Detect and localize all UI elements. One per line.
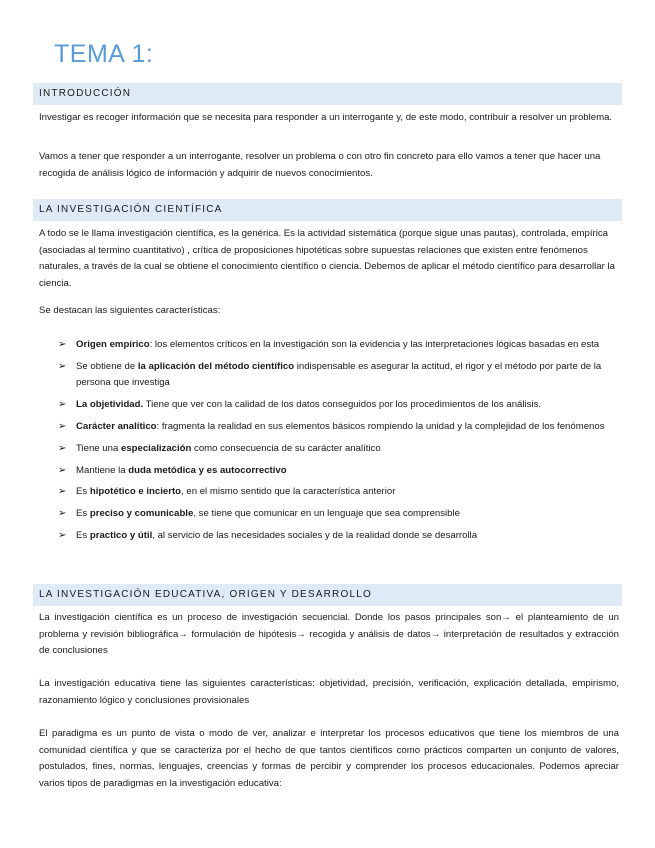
- characteristic-text-pre: Mantiene la: [76, 464, 129, 476]
- characteristic-item: [58, 359, 622, 392]
- educativa-paragraph-2: La investigación educativa tiene las siguientes características: objetividad, precisión, verificación, explicación detallada, empirismo, razonamiento lógico y conclusiones provisionales: [39, 678, 619, 706]
- arrow-bullet-icon: ➢: [58, 399, 67, 411]
- characteristic-item: [58, 506, 622, 523]
- arrow-bullet-icon: ➢: [58, 464, 67, 476]
- section-heading-investigacion-cientifica: LA INVESTIGACIÓN CIENTÍFICA: [33, 199, 622, 221]
- arrow-bullet-icon: ➢: [58, 420, 67, 432]
- characteristic-text-post: : los elementos críticos en la investigación son la evidencia y las interpretaciones lógicas basadas en esta: [149, 339, 600, 350]
- page-title: TEMA 1:: [54, 40, 154, 68]
- section-heading-investigacion-educativa: LA INVESTIGACIÓN EDUCATIVA, ORIGEN Y DESARROLLO: [33, 584, 622, 606]
- arrow-bullet-icon: ➢: [58, 442, 67, 454]
- characteristic-text-post: , se tiene que comunicar en un lenguaje que sea comprensible: [193, 508, 460, 520]
- characteristic-text-post: : fragmenta la realidad en sus elementos básicos rompiendo la unidad y la complejidad de los fenómenos: [156, 420, 605, 432]
- section-heading-introduccion: INTRODUCCIÓN: [33, 83, 622, 105]
- characteristic-item: [58, 397, 622, 414]
- cientifica-paragraph-1: A todo se le llama investigación científica, es la genérica. Es la actividad sistemática (porque sigue unas pautas), controlada, empírica (asociadas al termino cuantitativo) , crítica de proposiciones hipotéticas sobre supuestas relaciones que existen entre fenómenos naturales, a través de la cual se obtiene el conocimiento científico o ciencia. Debemos de aplicar el método científico para desarrollar la ciencia.: [39, 228, 615, 289]
- characteristic-keyword: la aplicación del método científico: [137, 360, 295, 372]
- characteristic-keyword: especialización: [120, 442, 192, 454]
- arrow-bullet-icon: ➢: [58, 529, 67, 541]
- characteristic-keyword: hipotético e incierto: [89, 486, 182, 498]
- characteristic-text-pre: Es: [76, 529, 90, 541]
- characteristic-item: [58, 528, 622, 545]
- arrow-bullet-icon: ➢: [58, 486, 67, 498]
- characteristic-text-pre: Es: [76, 508, 90, 520]
- characteristic-keyword: preciso y comunicable: [89, 508, 194, 520]
- characteristic-keyword: Origen empírico: [76, 339, 150, 350]
- characteristic-item: [58, 419, 622, 436]
- intro-paragraph-1: Investigar es recoger información que se necesita para responder a un interrogante y, de este modo, contribuir a resolver un problema.: [39, 112, 613, 123]
- characteristic-keyword: La objetividad.: [76, 399, 144, 411]
- characteristic-text-pre: Se obtiene de: [76, 360, 138, 372]
- arrow-bullet-icon: ➢: [58, 339, 67, 350]
- educativa-paragraph-1: La investigación científica es un proceso de investigación secuencial. Donde los pasos principales son→ el planteamiento de un problema y revisión bibliográfica→ formulación de hipótesis→ recogida y análisis de datos→ interpretación de resultados y extracción de conclusiones: [39, 612, 619, 657]
- characteristic-item: [58, 484, 622, 501]
- characteristic-keyword: practico y útil: [89, 529, 153, 541]
- characteristic-text-post: indispensable es asegurar la actitud, el rigor y el método por parte de la persona que investiga: [76, 360, 602, 389]
- characteristics-list: [58, 337, 622, 550]
- cientifica-paragraph-2: Se destacan las siguientes características:: [39, 305, 221, 316]
- characteristic-text-post: , al servicio de las necesidades sociales y de la realidad donde se desarrolla: [152, 529, 478, 541]
- characteristic-item: [58, 337, 622, 354]
- characteristic-keyword: Carácter analítico: [76, 420, 157, 432]
- intro-paragraph-2: Vamos a tener que responder a un interrogante, resolver un problema o con otro fin concreto para ello vamos a tener que hacer una recogida de análisis lógico de información y adquirir de nuevos conocimientos.: [39, 151, 601, 179]
- characteristic-text-post: como consecuencia de su carácter analítico: [191, 442, 381, 454]
- characteristic-item: [58, 463, 622, 480]
- educativa-paragraph-3: El paradigma es un punto de vista o modo de ver, analizar e interpretar los procesos educativos que tiene los miembros de una comunidad científica y que se caracteriza por el hecho de que tantos científicos como prácticos comparten un conjunto de valores, postulados, fines, normas, lenguajes, creencias y formas de percibir y comprender los procesos educacionales. Podemos apreciar varios tipos de paradigmas en la investigación educativa:: [39, 728, 619, 789]
- characteristic-keyword: duda metódica y es autocorrectivo: [128, 464, 287, 476]
- characteristic-item: [58, 441, 622, 458]
- characteristic-text-post: Tiene que ver con la calidad de los datos conseguidos por los procedimientos de los análisis.: [143, 399, 542, 411]
- characteristic-text-pre: Tiene una: [76, 442, 121, 454]
- characteristic-text-post: , en el mismo sentido que la característica anterior: [181, 486, 396, 498]
- characteristic-text-pre: Es: [76, 486, 90, 498]
- arrow-bullet-icon: ➢: [58, 360, 67, 372]
- arrow-bullet-icon: ➢: [58, 508, 67, 520]
